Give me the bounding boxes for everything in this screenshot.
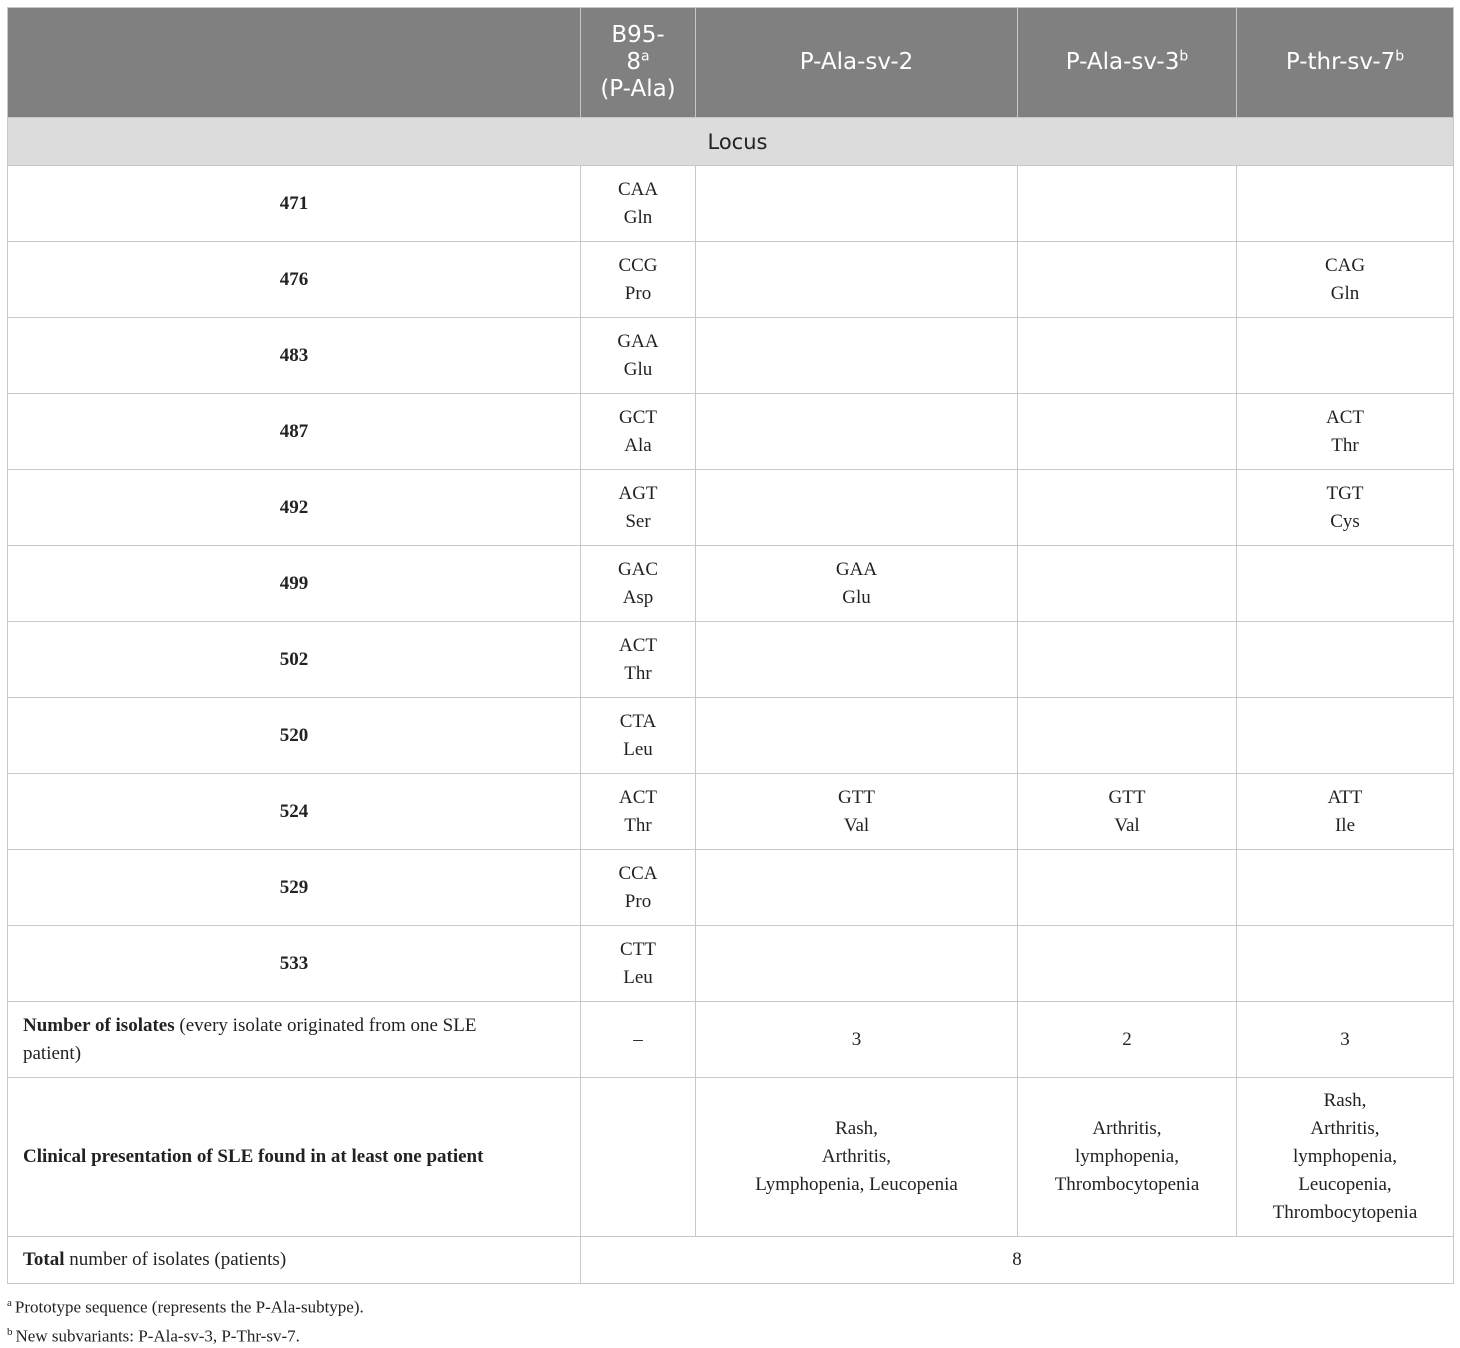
b95-codon-line: CCG (618, 254, 658, 276)
b95-cell (581, 470, 696, 546)
clinical-sv2-line: Lymphopenia, Leucopenia (755, 1174, 958, 1195)
sv2-cell (696, 394, 1018, 470)
b95-codon-line: ACT (619, 786, 657, 808)
header-b95 (581, 8, 696, 118)
b95-codon-line: AGT (618, 482, 658, 504)
sv2-cell (696, 622, 1018, 698)
table-row (8, 470, 1454, 546)
locus-cell: 499 (8, 546, 581, 622)
section-row (8, 118, 1454, 166)
sv2-codon-line: GTT (838, 786, 875, 808)
b95-codon-line: GCT (619, 406, 657, 428)
sv7-cell (1237, 546, 1454, 622)
isolates-label (8, 1002, 581, 1078)
clinical-sv3-line: Thrombocytopenia (1054, 1174, 1200, 1195)
clinical-sv3-line: lymphopenia, (1075, 1146, 1179, 1167)
sv3-codon-line: Val (1114, 814, 1140, 836)
clinical-row (8, 1078, 1454, 1237)
b95-codon-line: Leu (623, 738, 653, 760)
footnote (7, 1291, 1453, 1320)
table-row (8, 622, 1454, 698)
clinical-sv2 (696, 1078, 1018, 1237)
clinical-sv3 (1018, 1078, 1237, 1237)
locus-cell: 520 (8, 698, 581, 774)
sv7-cell (1237, 166, 1454, 242)
header-sv3-label: P-Ala-sv-3 (1065, 49, 1180, 75)
sv7-cell (1237, 698, 1454, 774)
b95-codon-line: Pro (624, 282, 652, 304)
sv7-codon-line: TGT (1326, 482, 1364, 504)
clinical-sv7-line: Arthritis, (1310, 1118, 1380, 1139)
sv7-codon-line: ATT (1327, 786, 1363, 808)
sv3-cell (1018, 394, 1237, 470)
table-row (8, 318, 1454, 394)
table-body (8, 118, 1454, 1284)
sv7-cell (1237, 926, 1454, 1002)
sv7-cell (1237, 394, 1454, 470)
isolates-sv2: 3 (696, 1002, 1018, 1078)
locus-cell: 502 (8, 622, 581, 698)
header-b95-line3: (P-Ala) (600, 76, 676, 102)
table-row (8, 394, 1454, 470)
footnote-mark-a: a (641, 48, 650, 65)
b95-codon-line: Glu (623, 358, 653, 380)
locus-cell: 483 (8, 318, 581, 394)
sv3-cell (1018, 318, 1237, 394)
sv2-cell (696, 850, 1018, 926)
sv2-cell (696, 774, 1018, 850)
b95-codon-line: Asp (622, 586, 654, 608)
header-b95-line2: 8 (626, 49, 642, 75)
b95-codon-line: CCA (618, 862, 658, 884)
sv2-cell (696, 926, 1018, 1002)
sv3-cell (1018, 242, 1237, 318)
table-row (8, 850, 1454, 926)
b95-codon-line: Gln (623, 206, 653, 228)
b95-codon-line: CTT (620, 938, 656, 960)
isolates-b95: – (581, 1002, 696, 1078)
sv7-codon-line: Thr (1331, 434, 1359, 456)
sv3-cell (1018, 926, 1237, 1002)
sv2-cell (696, 698, 1018, 774)
table-row (8, 698, 1454, 774)
clinical-sv7-line: lymphopenia, (1293, 1146, 1397, 1167)
b95-codon-line: CTA (619, 710, 657, 732)
b95-cell (581, 318, 696, 394)
sv3-cell (1018, 698, 1237, 774)
sv7-codon-line: Ile (1334, 814, 1356, 836)
b95-cell (581, 546, 696, 622)
clinical-b95 (581, 1078, 696, 1237)
clinical-sv7 (1237, 1078, 1454, 1237)
header-sv7 (1237, 8, 1454, 118)
b95-codon-line: Thr (624, 814, 652, 836)
sv7-codon-line: Gln (1330, 282, 1360, 304)
footnote-text: New subvariants: P-Ala-sv-3, P-Thr-sv-7. (15, 1326, 300, 1346)
sv3-cell (1018, 850, 1237, 926)
footnote-mark-b: b (1179, 48, 1189, 65)
sv3-cell (1018, 622, 1237, 698)
locus-cell: 524 (8, 774, 581, 850)
sv7-cell (1237, 470, 1454, 546)
sv3-codon-line: GTT (1108, 786, 1146, 808)
total-value: 8 (581, 1237, 1454, 1284)
locus-cell: 476 (8, 242, 581, 318)
sv7-cell (1237, 318, 1454, 394)
header-sv3 (1018, 8, 1237, 118)
total-row (8, 1237, 1454, 1284)
b95-codon-line: Thr (624, 662, 652, 684)
table-row (8, 242, 1454, 318)
footnote-text: Prototype sequence (represents the P-Ala-subtype). (14, 1297, 364, 1317)
sv7-cell (1237, 242, 1454, 318)
b95-cell (581, 242, 696, 318)
clinical-sv2-line: Arthritis, (821, 1146, 892, 1167)
b95-cell (581, 394, 696, 470)
sv3-cell (1018, 470, 1237, 546)
sv7-cell (1237, 774, 1454, 850)
sv2-codon-line: Val (843, 814, 870, 836)
sv2-cell (696, 242, 1018, 318)
b95-codon-line: Ser (625, 510, 651, 532)
sv7-codon-line: Cys (1330, 510, 1360, 532)
total-label-bold: Total (23, 1249, 65, 1270)
sv2-cell (696, 318, 1018, 394)
sv3-cell (1018, 546, 1237, 622)
footnote-mark-b: b (1395, 48, 1405, 65)
isolates-row (8, 1002, 1454, 1078)
b95-codon-line: Ala (624, 434, 652, 456)
table-container (7, 7, 1453, 1348)
b95-codon-line: Pro (624, 890, 652, 912)
clinical-sv3-line: Arthritis, (1092, 1118, 1162, 1139)
footnote (7, 1320, 1453, 1348)
clinical-sv7-line: Thrombocytopenia (1272, 1202, 1418, 1223)
sv2-cell (696, 546, 1018, 622)
b95-cell (581, 622, 696, 698)
table-header (8, 8, 1454, 118)
isolates-sv3: 2 (1018, 1002, 1237, 1078)
sv3-cell (1018, 774, 1237, 850)
header-sv7-label: P-thr-sv-7 (1285, 49, 1396, 75)
sv3-cell (1018, 166, 1237, 242)
clinical-sv7-line: Leucopenia, (1298, 1174, 1392, 1195)
table-row (8, 166, 1454, 242)
b95-codon-line: GAC (617, 558, 659, 580)
b95-codon-line: Leu (623, 966, 653, 988)
b95-codon-line: GAA (617, 330, 659, 352)
clinical-sv7-line: Rash, (1323, 1090, 1367, 1111)
locus-cell: 471 (8, 166, 581, 242)
footnote-mark: b (7, 1325, 13, 1338)
total-label-rest: number of isolates (patients) (64, 1249, 287, 1270)
sv2-codon-line: GAA (835, 558, 878, 580)
locus-cell: 529 (8, 850, 581, 926)
locus-table (7, 7, 1454, 1284)
table-row (8, 774, 1454, 850)
sv7-cell (1237, 622, 1454, 698)
isolates-label-rest: (every isolate originated from one SLE patient) (23, 1014, 477, 1064)
sv2-cell (696, 470, 1018, 546)
b95-cell (581, 166, 696, 242)
footnote-mark: a (7, 1297, 12, 1309)
clinical-sv2-line: Rash, (835, 1118, 878, 1139)
isolates-sv7: 3 (1237, 1002, 1454, 1078)
header-sv2: P-Ala-sv-2 (696, 8, 1018, 118)
b95-codon-line: ACT (619, 634, 657, 656)
clinical-label: Clinical presentation of SLE found in at least one patient (8, 1078, 581, 1237)
b95-cell (581, 850, 696, 926)
header-empty (8, 8, 581, 118)
b95-cell (581, 774, 696, 850)
b95-cell (581, 926, 696, 1002)
locus-cell: 533 (8, 926, 581, 1002)
total-label (8, 1237, 581, 1284)
locus-cell: 492 (8, 470, 581, 546)
b95-cell (581, 698, 696, 774)
isolates-label-bold: Number of isolates (23, 1014, 175, 1036)
footnotes (7, 1291, 1453, 1348)
sv2-codon-line: Glu (842, 586, 871, 608)
sv7-cell (1237, 850, 1454, 926)
sv2-cell (696, 166, 1018, 242)
section-label: Locus (8, 118, 1454, 166)
header-b95-line1: B95- (611, 22, 665, 48)
table-row (8, 926, 1454, 1002)
locus-cell: 487 (8, 394, 581, 470)
b95-codon-line: CAA (617, 178, 659, 200)
table-row (8, 546, 1454, 622)
sv7-codon-line: ACT (1326, 406, 1364, 428)
sv7-codon-line: CAG (1324, 254, 1366, 276)
